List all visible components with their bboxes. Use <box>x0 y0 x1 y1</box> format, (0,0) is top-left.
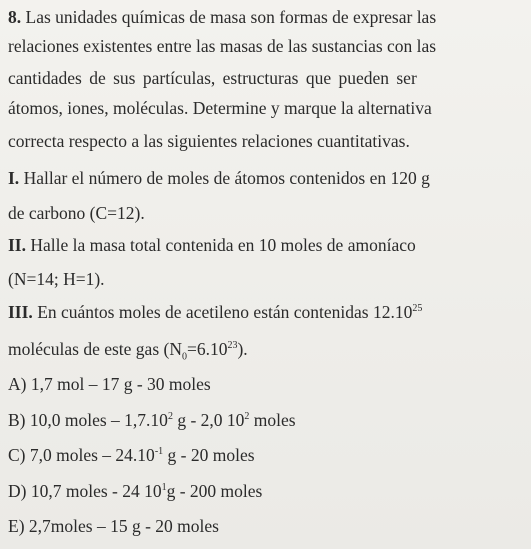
answer-option-d[interactable] <box>8 480 262 502</box>
answer-text: 2,7moles – 15 g - 20 moles <box>28 516 219 536</box>
answer-text: 1,7 mol – 17 g - 30 moles <box>30 374 211 394</box>
answer-text: 7,0 moles – 24.10 <box>29 445 155 465</box>
item-2-line-2: (N=14; H=1). <box>8 269 105 289</box>
item-1-line-2: de carbono (C=12). <box>8 203 145 223</box>
answer-option-c[interactable] <box>8 444 255 466</box>
answer-text: 10,7 moles - 24 10 <box>30 481 162 501</box>
item-3-line-1 <box>8 301 422 323</box>
answer-text: g - 20 moles <box>163 445 255 465</box>
answer-option-b[interactable] <box>8 409 296 431</box>
item-2-text: Halle la masa total contenida en 10 moles de amoníaco <box>30 235 416 255</box>
question-number: 8. <box>8 7 22 27</box>
intro-text-1: Las unidades químicas de masa son formas de expresar las <box>25 7 437 27</box>
answer-exponent: 2 <box>167 411 173 423</box>
answer-text: g - 200 moles <box>166 481 263 501</box>
answer-text: 10,0 moles – 1,7.10 <box>29 410 168 430</box>
answer-letter: D) <box>8 481 27 501</box>
intro-line-3: cantidades de sus partículas, estructuras que pueden ser <box>8 68 417 88</box>
answer-letter: E) <box>8 516 25 536</box>
answer-text: moles <box>249 410 296 430</box>
item-1-text: Hallar el número de moles de átomos contenidos en 120 g <box>23 168 430 188</box>
intro-line-2: relaciones existentes entre las masas de las sustancias con las <box>8 36 437 56</box>
answer-text: g - 2,0 10 <box>172 410 245 430</box>
answer-exponent: -1 <box>154 446 164 458</box>
answer-letter: B) <box>8 410 26 430</box>
answer-letter: A) <box>8 374 27 394</box>
item-3-text: En cuántos moles de acetileno están contenidas 12.10 <box>37 302 413 322</box>
item-3-line2-end: ). <box>237 339 248 359</box>
item-3-line2-exponent: 23 <box>227 340 238 352</box>
answer-exponent: 2 <box>244 411 250 423</box>
item-1-line-1 <box>8 167 430 189</box>
item-3-line2-mid: =6.10 <box>186 339 228 359</box>
intro-line-5: correcta respecto a las siguientes relaciones cuantitativas. <box>8 131 410 151</box>
item-3-exponent: 25 <box>412 303 423 315</box>
intro-line-1 <box>8 6 436 28</box>
intro-line-4: átomos, iones, moléculas. Determine y marque la alternativa <box>8 98 432 118</box>
item-2-label: II. <box>8 235 26 255</box>
answer-exponent: 1 <box>161 482 167 494</box>
item-3-line-2 <box>8 338 248 363</box>
item-2-line-1 <box>8 234 416 256</box>
answer-letter: C) <box>8 445 26 465</box>
item-3-subscript: 0 <box>181 351 187 363</box>
answer-option-a[interactable] <box>8 373 211 395</box>
item-3-line2-text: moléculas de este gas (N <box>8 339 182 359</box>
item-1-label: I. <box>8 168 20 188</box>
answer-option-e[interactable] <box>8 515 219 537</box>
item-3-label: III. <box>8 302 33 322</box>
